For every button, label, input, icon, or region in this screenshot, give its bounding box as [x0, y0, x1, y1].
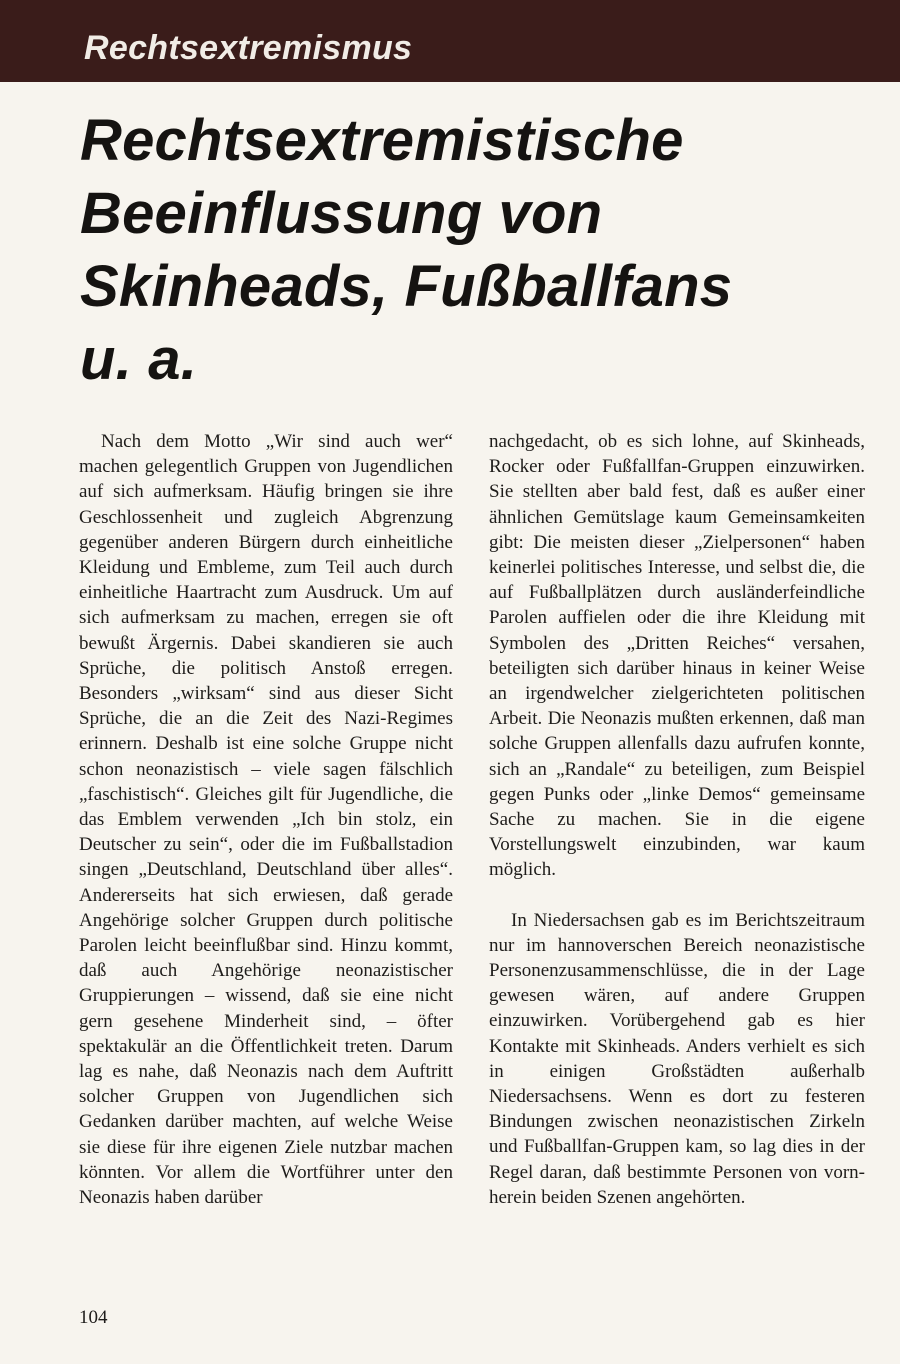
title-line: u. a.	[80, 327, 198, 392]
body-paragraph: Nach dem Motto „Wir sind auch wer“ machen gelegentlich Gruppen von Jugendlichen auf sich aufmerksam. Häufig bringen sie ihre Geschlossenheit und zugleich Abgrenzung gegenüber anderen Bürgern durch einheitliche Kleidung und Embleme, zum Teil auch durch einheitliche Haartracht zum Ausdruck. Um auf sich aufmerksam zu machen, erregen sie oft bewußt Ärgernis. Dabei skandieren sie auch Sprüche, die politisch Anstoß erregen. Besonders „wirksam“ sind aus dieser Sicht Sprüche, die an die Zeit des Nazi-Regimes erinnern. Deshalb ist eine solche Gruppe nicht schon neonazistisch – viele sagen fälschlich „faschistisch“. Gleiches gilt für Jugendliche, die das Emblem verwenden „Ich bin stolz, ein Deutscher zu sein“, oder die im Fußballstadion singen „Deutschland, Deutschland über alles“. Andererseits hat sich erwiesen, daß gerade Angehörige solcher Gruppen durch politische Parolen leicht beeinflußbar sind. Hinzu kommt, daß auch Angehörige neonazistischer Gruppierungen – wissend, daß sie eine nicht gern gesehene Minderheit sind, – öfter spektakulär an die Öffentlichkeit treten. Darum lag es nahe, daß Neonazis nach dem Auftritt solcher Gruppen von Jugendlichen sich Gedanken darüber machten, auf welche Weise sie diese für ihre eigenen Ziele nutzbar machen könnten. Vor allem die Wortführer unter den Neonazis haben darüber	[79, 431, 453, 1209]
title-line: Beeinflussung von	[80, 181, 603, 246]
page-number: 104	[79, 1307, 108, 1328]
body-paragraph: In Niedersachsen gab es im Berichtszeitraum nur im hannoverschen Bereich neonazistische Personenzusammenschlüsse, die in der Lage gewesen wären, auf andere Gruppen einzuwirken. Vorübergehend gab es hier Kontakte mit Skinheads. Anders verhielt es sich in einigen Großstädten außerhalb Niedersachsens. Wenn es dort zu festeren Bindungen zwischen neonazistischen Zirkeln und Fußballfan-Gruppen kam, so lag dies in der Regel daran, daß bestimmte Personen von vornherein beiden Szenen angehörten.	[489, 909, 865, 1208]
article-title	[80, 104, 880, 396]
title-line: Skinheads, Fußballfans	[80, 254, 733, 319]
right-column	[489, 429, 865, 1210]
section-label: Rechtsextremismus	[84, 29, 413, 67]
title-line: Rechtsextremistische	[80, 108, 684, 173]
body-paragraph: nachgedacht, ob es sich lohne, auf Skinheads, Rocker oder Fußfallfan-Gruppen einzuwirken. Sie stellten aber bald fest, daß es außer einer ähnlichen Gemütslage kaum Gemeinsamkeiten gibt: Die meisten dieser „Zielpersonen“ haben keinerlei politisches Interesse, und selbst die, die auf Fußballplätzen durch ausländerfeindliche Parolen auffielen oder die ihre Kleidung mit Symbolen des „Dritten Reiches“ versahen, beteiligten sich darüber hinaus in keiner Weise an irgendwelcher zielgerichteten politischen Arbeit. Die Neonazis mußten erkennen, daß man solche Gruppen allenfalls dazu aufrufen konnte, sich an „Randale“ zu beteiligen, zum Beispiel gegen Punks oder „linke Demos“ gemeinsame Sache zu machen. Sie in die eigene Vorstellungswelt einzubinden, war kaum möglich.	[489, 431, 865, 881]
left-column	[79, 429, 453, 1210]
